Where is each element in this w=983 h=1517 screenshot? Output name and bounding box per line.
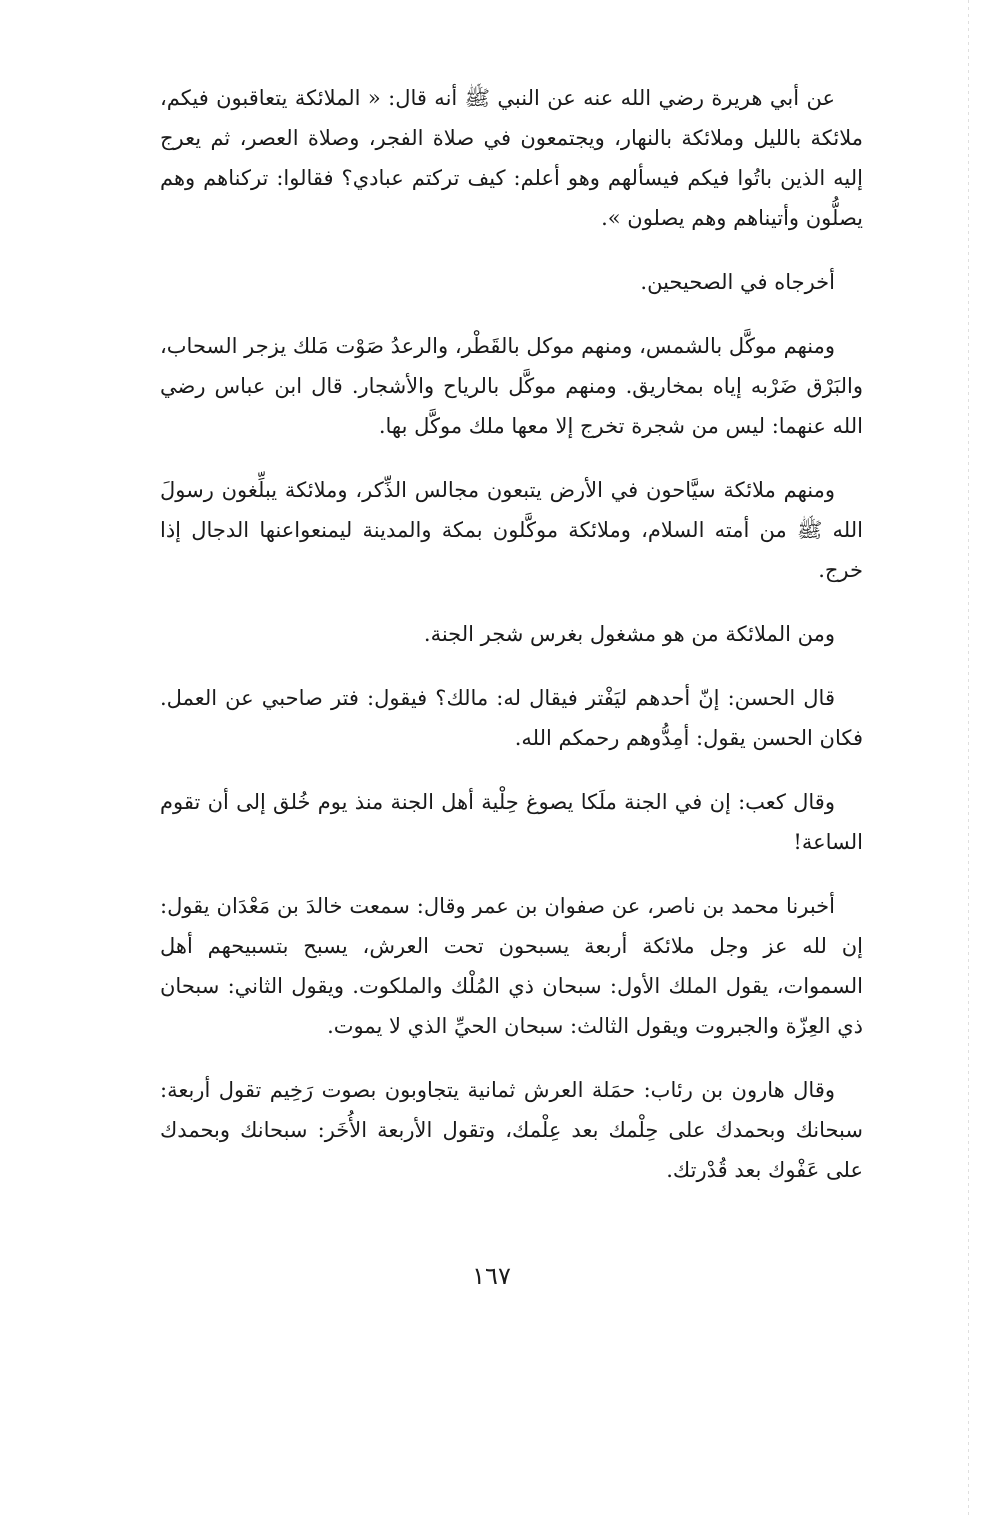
- paragraph-throne-bearers: وقال هارون بن رئاب: حمَلة العرش ثمانية يتجاوبون بصوت رَخِيم تقول أربعة: سبحانك وبحمدك على حِلْمك بعد عِلْمك، وتقول الأربعة الأُخَر: سبحانك وبحمدك على عَفْوك بعد قُدْرتك.: [160, 1078, 863, 1182]
- page-number: ١٦٧: [472, 1262, 511, 1290]
- paragraph-travelling-angels: ومنهم ملائكة سيَّاحون في الأرض يتبعون مجالس الذِّكر، وملائكة يبلِّغون رسولَ الله ﷺ من أمته السلام، وملائكة موكَّلون بمكة والمدينة ليمنعواعنها الدجال إذا خرج.: [160, 478, 863, 582]
- page-body: [160, 78, 863, 1214]
- paragraph-angels-sun-rain-thunder: ومنهم موكَّل بالشمس، ومنهم موكل بالقَطْر، والرعدُ صَوْت مَلك يزجر السحاب، والبَرْق ضَرْبه إياه بمخاريق. ومنهم موكَّل بالرياح والأشجار. قال ابن عباس رضي الله عنهما: ليس من شجرة تخرج إلا معها ملك موكَّل بها.: [160, 334, 863, 438]
- paragraph-kab: وقال كعب: إن في الجنة ملَكا يصوغ حِلْية أهل الجنة منذ يوم خُلق إلى أن تقوم الساعة!: [160, 790, 863, 854]
- paragraph-planting-paradise: ومن الملائكة من هو مشغول بغرس شجر الجنة.: [423, 622, 835, 646]
- paragraph-four-angels-under-throne: أخبرنا محمد بن ناصر، عن صفوان بن عمر وقال: سمعت خالدَ بن مَعْدَان يقول: إن لله عز وجل ملائكة أربعة يسبحون تحت العرش، يسبح بتسبيحهم أهل السموات، يقول الملك الأول: سبحان ذي المُلْك والملكوت. ويقول الثاني: سبحان ذي العِزّة والجبروت ويقول الثالث: سبحان الحيِّ الذي لا يموت.: [160, 894, 863, 1038]
- paragraph-hadith-angels-succession: عن أبي هريرة رضي الله عنه عن النبي ﷺ أنه قال: « الملائكة يتعاقبون فيكم، ملائكة بالليل وملائكة بالنهار، ويجتمعون في صلاة الفجر، وصلاة العصر، ثم يعرج إليه الذين باتُوا فيكم فيسألهم وهو أعلم: كيف تركتم عبادي؟ فقالوا: تركناهم وهم يصلُّون وأتيناهم وهم يصلون ».: [160, 86, 863, 230]
- paragraph-al-hasan: قال الحسن: إنّ أحدهم ليَفْتر فيقال له: مالك؟ فيقول: فتر صاحبي عن العمل. فكان الحسن يقول: أمِدُّوهم رحمكم الله.: [160, 686, 863, 750]
- paragraph-source-sahihayn: أخرجاه في الصحيحين.: [640, 270, 835, 294]
